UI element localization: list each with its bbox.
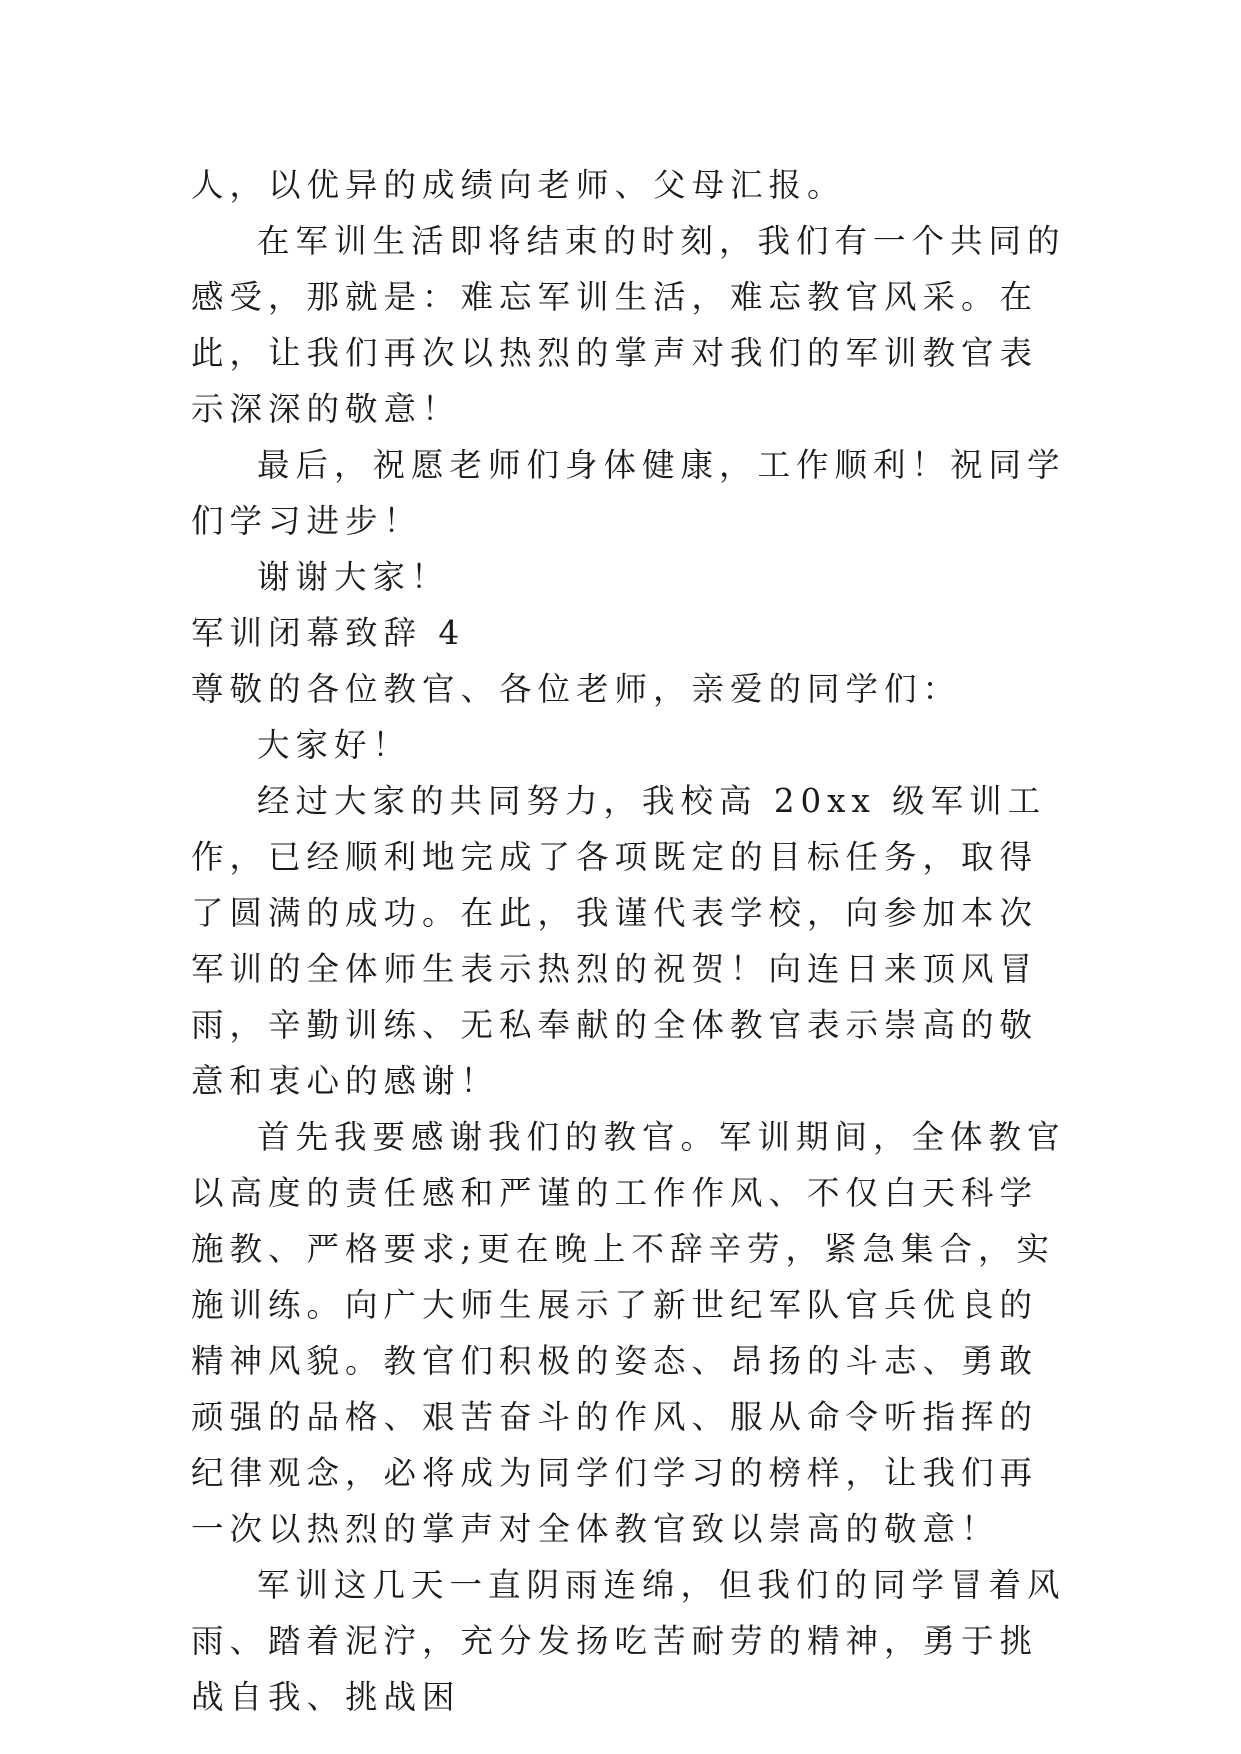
section-title: 军训闭幕致辞 4: [191, 614, 466, 652]
paragraph: 最后，祝愿老师们身体健康，工作顺利！祝同学们学习进步！: [191, 446, 1066, 540]
document-body: [191, 157, 1071, 1725]
paragraph: 军训这几天一直阴雨连绵，但我们的同学冒着风雨、踏着泥泞，充分发扬吃苦耐劳的精神，勇于挑战自我、挑战困: [191, 1566, 1066, 1716]
salutation: 尊敬的各位教官、各位老师，亲爱的同学们：: [191, 670, 962, 708]
paragraph: 经过大家的共同努力，我校高 20xx 级军训工作，已经顺利地完成了各项既定的目标任务，取得了圆满的成功。在此，我谨代表学校，向参加本次军训的全体师生表示热烈的祝贺！向连日来顶风冒雨，辛勤训练、无私奉献的全体教官表示崇高的敬意和衷心的感谢！: [191, 782, 1047, 1100]
paragraph: 谢谢大家！: [257, 558, 450, 596]
paragraph: 在军训生活即将结束的时刻，我们有一个共同的感受，那就是：难忘军训生活，难忘教官风采。在此，让我们再次以热烈的掌声对我们的军训教官表示深深的敬意！: [191, 222, 1066, 428]
paragraph: 首先我要感谢我们的教官。军训期间，全体教官以高度的责任感和严谨的工作作风、不仅白天科学施教、严格要求;更在晚上不辞辛劳，紧急集合，实施训练。向广大师生展示了新世纪军队官兵优良的精神风貌。教官们积极的姿态、昂扬的斗志、勇敢顽强的品格、艰苦奋斗的作风、服从命令听指挥的纪律观念，必将成为同学们学习的榜样，让我们再一次以热烈的掌声对全体教官致以崇高的敬意！: [191, 1118, 1066, 1548]
paragraph: 人，以优异的成绩向老师、父母汇报。: [191, 166, 846, 204]
paragraph: 大家好！: [257, 726, 412, 764]
